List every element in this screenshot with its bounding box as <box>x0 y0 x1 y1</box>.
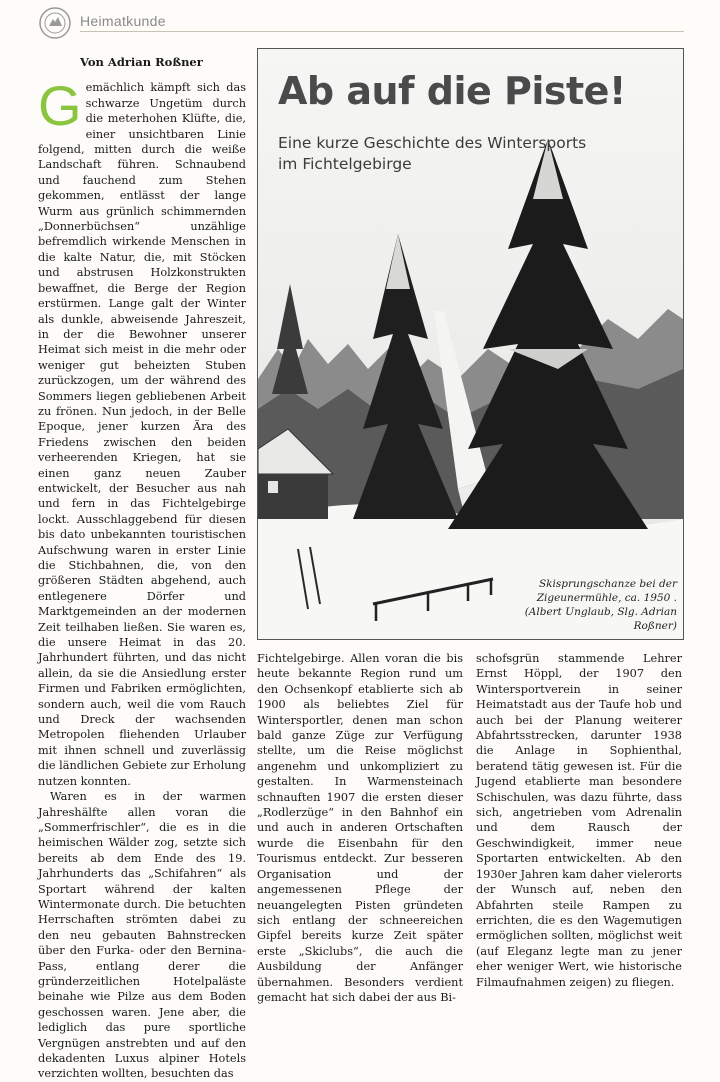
article-column-2 <box>257 651 463 1005</box>
article-column-1 <box>38 55 246 1082</box>
article-subheadline: Eine kurze Geschichte des Wintersports im Fichtelgebirge <box>278 134 587 173</box>
emblem-icon <box>38 6 72 40</box>
paragraph-4: schofsgrün stammende Lehrer Ernst Höppl, der 1907 den Wintersportverein in seiner Heimatstadt aus der Taufe hob und auch bei der Planung weiterer Abfahrtsstrecken, darunter 1938 die Anlage in Sophienthal, beratend tätig gewesen ist. Für die Jugend etablierte man besondere Schischulen, was dazu führte, dass sich, angetrieben vom Adrenalin und dem Rausch der Geschwindigkeit, immer neue Sportarten entwickelten. Ab den 1930er Jahren kam daher vielerorts der Wunsch auf, neben den Abfahrten steile Rampen zu errichten, die es den Wagemutigen ermöglichen sollten, möglichst weit (auf Eleganz legte man zu jener eher weniger Wert, wie historische Filmaufnahmen zeigen) zu fliegen. <box>476 652 682 989</box>
paragraph-1-text: emächlich kämpft sich das schwarze Ungetüm durch die meterhohen Klüfte, die, einer unsichtbaren Linie folgend, mitten durch die weiße Landschaft führen. Schnaubend und fauchend zum Stehen gekommen, entlässt der lange Wurm aus grünlich schimmernden „Donnerbüchsen“ unzählige befremdlich wirkende Menschen in die kalte Natur, die, mit Stöcken und abstrusen Holzkonstrukten bewaffnet, die Berge der Region erstürmen. Lange galt der Winter als dunkle, abweisende Jahreszeit, in der die Bewohner unserer Heimat sich meist in die mehr oder weniger gut beheizten Stuben zurückzogen, um der während des Sommers liegen gebliebenen Arbeit zu frönen. Nun jedoch, in der Belle Epoque, jener kurzen Ära des Friedens zwischen den beiden verheerenden Kriegen, hat sie einen ganz neuen Zauber entwickelt, der Besucher aus nah und fern in das Fichtelgebirge lockt. Ausschlaggebend für diesen bis dato unbekannten touristischen Aufschwung waren in erster Linie die Stichbahnen, die, von den größeren Städten abgehend, auch entlegenere Dörfer und Marktgemeinden an der modernen Zeit teilhaben ließen. Sie waren es, die unsere Heimat in das 20. Jahrhundert führten, und das nicht allein, da sie die Ansiedlung erster Firmen und Fabriken ermöglichten, sondern auch, weil die vom Rauch und Dreck der wachsenden Metropolen fliehenden Urlauber mit ihnen schnell und zuverlässig die ländlichen Gebiete zur Erholung nutzen konnten. <box>38 81 246 788</box>
article-photo <box>257 48 684 640</box>
section-title: Heimatkunde <box>80 13 166 29</box>
article-headline: Ab auf die Piste! <box>278 69 626 113</box>
article-column-3 <box>476 651 682 990</box>
byline: Von Adrian Roßner <box>80 55 203 69</box>
page-header <box>38 4 682 34</box>
photo-caption: Skisprungschanze bei der Zigeunermühle, ca. 1950 . (Albert Unglaub, Slg. Adrian Roßner) <box>524 578 677 632</box>
paragraph-2: Waren es in der warmen Jahreshälfte allen voran die „Sommerfrischler“, die es in die heimischen Wälder zog, setzte sich bereits ab dem Ende des 19. Jahrhunderts das „Schifahren“ als Sportart während der kalten Wintermonate durch. Die betuchten Herrschaften strömten dabei zu den neu gebauten Bahnstrecken über den Furka- oder den Bernina-Pass, entlang derer die gründerzeitlichen Hotelpaläste beinahe wie Pilze aus dem Boden geschossen waren. Jene aber, die lediglich das pure sportliche Vergnügen anstrebten und auf den dekadenten Luxus alpiner Hotels verzichten wollten, besuchten das <box>38 790 246 1081</box>
dropcap: G <box>38 74 82 138</box>
header-divider <box>80 31 684 32</box>
paragraph-3: Fichtelgebirge. Allen voran die bis heute bekannte Region rund um den Ochsenkopf etablierte sich ab 1900 als beliebtes Ziel für Wintersportler, denen man schon bald ganze Züge zur Verfügung stellte, um die Reise möglichst angenehm und unkompliziert zu gestalten. In Warmensteinach schnauften 1907 die ersten dieser „Rodlerzüge“ in den Bahnhof ein und auch in anderen Ortschaften wurde die Eisenbahn für den Tourismus entdeckt. Zur besseren Organisation und der angemessenen Pflege der neuangelegten Pisten gründeten sich entlang der schneereichen Gipfel bereits kurze Zeit später erste „Skiclubs“, die auch die Ausbildung der Anfänger übernahmen. Besonders verdient gemacht hat sich dabei der aus Bi- <box>257 652 463 1004</box>
paragraph-1 <box>38 74 246 789</box>
